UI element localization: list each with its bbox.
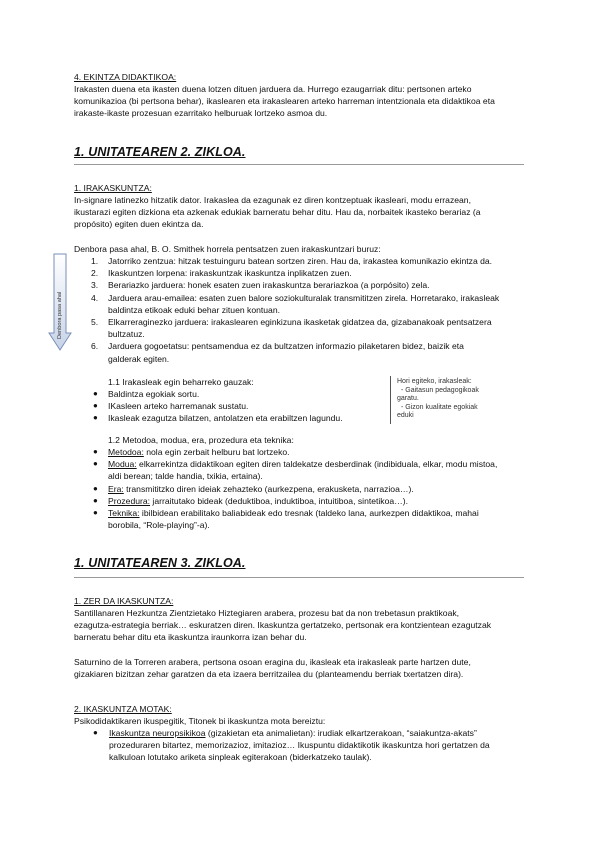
term: Era: (108, 483, 124, 494)
note-line: Hori egiteko, irakasleak: (397, 378, 472, 385)
paragraph-line: ikustarazi egiten dizkiona eta azkenak edukiak barneratu behar ditu. Hau da, norbaitek ikasteko berariaz (a (74, 207, 481, 218)
definition: transmititzko diren ideiak zehazteko (aurkezpena, erakusketa, narrazioa…). (123, 483, 414, 494)
section-title-zer-da-ikaskuntza: 1. ZER DA IKASKUNTZA: (74, 596, 174, 606)
definition: elkarrekintza didaktikoan egiten diren taldekatze desberdinak (indibiduala, elkar, modu mistoa, (136, 459, 498, 470)
item-line: baldintza etikoak eduki behar zituen kontuan. (108, 304, 280, 315)
item-number: 4. (91, 292, 99, 303)
list-item (91, 483, 531, 495)
list-item (91, 446, 531, 458)
list-item (91, 388, 391, 400)
paragraph-line: Saturnino de la Torreren arabera, pertsona osoan eragina du, ikasleak eta irakasleak parte hartzen dute, (74, 657, 471, 667)
item-number: 5. (91, 317, 99, 328)
list-item (91, 316, 531, 340)
definition-line: aldi berean; talde handia, txikia, ertaina). (108, 471, 263, 482)
item-number: 3. (91, 280, 99, 291)
item-line: Jatorriko zentzua: hitzak testuinguru batean sortzen ziren. Hau da, irakastea komunikazio ekintza da. (108, 256, 493, 266)
paragraph-line: ezagutza-estrategia berriak… eskuratzen diren. Ikaskuntza gertatzeko, pertsonak era kontzientean ezagutzak (74, 620, 492, 631)
bullet-icon: ● (93, 413, 98, 423)
term: Prozedura: (108, 495, 151, 506)
bullet-icon: ● (93, 447, 98, 456)
bullet-icon: ● (93, 401, 98, 411)
paragraph-line: gizakiaren bizitzan zehar garatzen da eta izaera berritzailea du (planteamendu berriak txertatzen dira). (74, 669, 464, 680)
item-text: Baldintza egokiak sortu. (108, 389, 200, 399)
item-number: 1. (91, 256, 99, 266)
list-item (91, 292, 531, 316)
definition: (gizakietan eta animalietan): irudiak elkartzerakoan, “saiakuntza-akats” (205, 728, 477, 738)
item-line: Berariazko jarduera: honek esaten zuen irakaskuntza berariazkoa (a porpósito) zela. (108, 280, 430, 291)
item-line: Jarduera arau-emailea: esaten zuen balore soziokulturalak transmititzen zirela. Horretarako, irakasleak (108, 292, 500, 303)
bullet-icon: ● (93, 728, 98, 737)
definition: nola egin zerbait helburu bat lortzeko. (143, 447, 290, 457)
divider-rule (74, 164, 524, 165)
arrow-label: Denbora pasa ahal (57, 291, 63, 339)
item-number: 2. (91, 268, 99, 279)
item-line: Ikaskuntzen lorpena: irakaskuntzak ikaskuntza inplikatzen zuen. (108, 268, 352, 279)
item-line: Jarduera gogoetatsu: pentsamendua ez da bultzatzen informazio pilaketaren bidez, baizik eta (108, 341, 464, 352)
divider-rule (74, 577, 524, 578)
list-item (91, 267, 531, 279)
definition: jarraitutako bideak (deduktiboa, induktiboa, intuitiboa, sintetikoa…). (150, 495, 409, 506)
term: Metodoa: (108, 447, 144, 457)
paragraph-line: Irakasten duena eta ikasten duena lotzen dituen jarduera da. Hurrego ezaugarriak ditu: pertsonen arteko (74, 84, 472, 94)
list-item (91, 279, 531, 291)
note-line: eduki (397, 412, 414, 420)
paragraph-line: In-signare latinezko hitzatik dator. Irakaslea da ezagunak ez diren kontzeptuak ikasleari, modu errazean, (74, 195, 471, 205)
item-line: galderak egiten. (108, 353, 170, 364)
note-bracket (390, 376, 395, 424)
list-item (91, 727, 536, 764)
item-text: IKasleen arteko harremanak sustatu. (108, 401, 249, 412)
section-title-ikaskuntza-motak: 2. IKASKUNTZA MOTAK: (74, 704, 172, 714)
bullet-icon: ● (93, 495, 98, 505)
bullet-icon: ● (93, 508, 98, 518)
paragraph-line: komunikazioa (bi pertsona behar), ikaslearen eta irakaslearen arteko harreman intentzionala eta didaktikoa eta (74, 96, 495, 107)
smith-list (91, 255, 531, 365)
item-text: Ikasleak ezagutza bilatzen, antolatzen eta erabiltzen lagundu. (108, 413, 343, 424)
list-item (91, 507, 531, 531)
bullet-icon: ● (93, 459, 98, 469)
side-note (397, 378, 517, 421)
irakaskuntza-paragraph (74, 194, 534, 231)
item-line: bultzatuz. (108, 329, 145, 340)
zer-da-paragraph-1 (74, 607, 534, 644)
paragraph-line: propósito) egiten duen ekintza da. (74, 219, 204, 230)
list-item (91, 412, 391, 424)
time-arrow-icon (48, 253, 72, 351)
subsection-title-1-2: 1.2 Metodoa, modua, era, prozedura eta teknika: (108, 435, 294, 445)
list-item (91, 458, 531, 482)
smith-intro: Denbora pasa ahal, B. O. Smithek horrela pentsatzen zuen irakaskuntzari buruz: (74, 244, 381, 254)
term: Teknika: (108, 508, 140, 519)
list-item (91, 255, 531, 267)
teacher-tasks-list (91, 388, 391, 425)
note-line: garatu. (397, 395, 419, 403)
ikaskuntza-motak-list (91, 727, 536, 764)
list-item (91, 400, 391, 412)
note-line: - Gaitasun pedagogikoak (401, 386, 479, 394)
bullet-icon: ● (93, 389, 98, 398)
heading-zikloa-3: 1. UNITATEAREN 3. ZIKLOA. (74, 556, 246, 570)
subsection-title-1-1: 1.1 Irakasleak egin beharreko gauzak: (108, 377, 254, 387)
definition-line: borobila, “Role-playing”-a). (108, 520, 210, 531)
ekintza-didaktikoa-paragraph (74, 83, 534, 120)
list-item (91, 495, 531, 507)
paragraph-line: barneratu behar ditu eta ikaskuntza iraunkorra izan behar du. (74, 632, 307, 643)
arrow-label-box (54, 257, 66, 339)
term: Ikaskuntza neuropsikikoa (109, 728, 206, 738)
heading-zikloa-2: 1. UNITATEAREN 2. ZIKLOA. (74, 145, 246, 159)
bullet-icon: ● (93, 483, 98, 493)
item-number: 6. (91, 341, 99, 352)
method-terms-list (91, 446, 531, 531)
section-title-ekintza-didaktikoa: 4. EKINTZA DIDAKTIKOA: (74, 72, 177, 82)
section-title-irakaskuntza: 1. IRAKASKUNTZA: (74, 183, 152, 193)
definition: ibilbidean erabilitako baliabideak edo tresnak (taldeko lana, aurkezpen didaktikoa, mahai (139, 508, 479, 519)
item-line: Elkarreraginezko jarduera: irakaslearen eginkizuna ikasketak gidatzea da, gizabanakoak pentsatzera (108, 317, 492, 328)
zer-da-paragraph-2 (74, 656, 534, 680)
term: Modua: (108, 459, 137, 470)
note-line: - Gizon kualitate egokiak (401, 403, 478, 411)
paragraph-line: Santillanaren Hezkuntza Zientzietako Hiztegiaren arabera, prozesu bat da non trebetasun praktikoak, (74, 608, 460, 618)
definition-line: kalkuloan lotutako ariketa sinpleak egiterakoan (biderkatzeko taulak). (109, 752, 372, 763)
paragraph-line: irakaste-ikaste prozesuan ezarritako helburuak lortzeko asmoa du. (74, 108, 328, 119)
list-item (91, 340, 531, 364)
motak-intro: Psikodidaktikaren ikuspegitik, Titonek bi ikaskuntza mota bereiztu: (74, 716, 326, 726)
definition-line: prozeduraren bitartez, memorizazioz, imitazioz… Ikuspuntu didaktikotik ikaskuntza hori gertatzen da (109, 740, 490, 751)
